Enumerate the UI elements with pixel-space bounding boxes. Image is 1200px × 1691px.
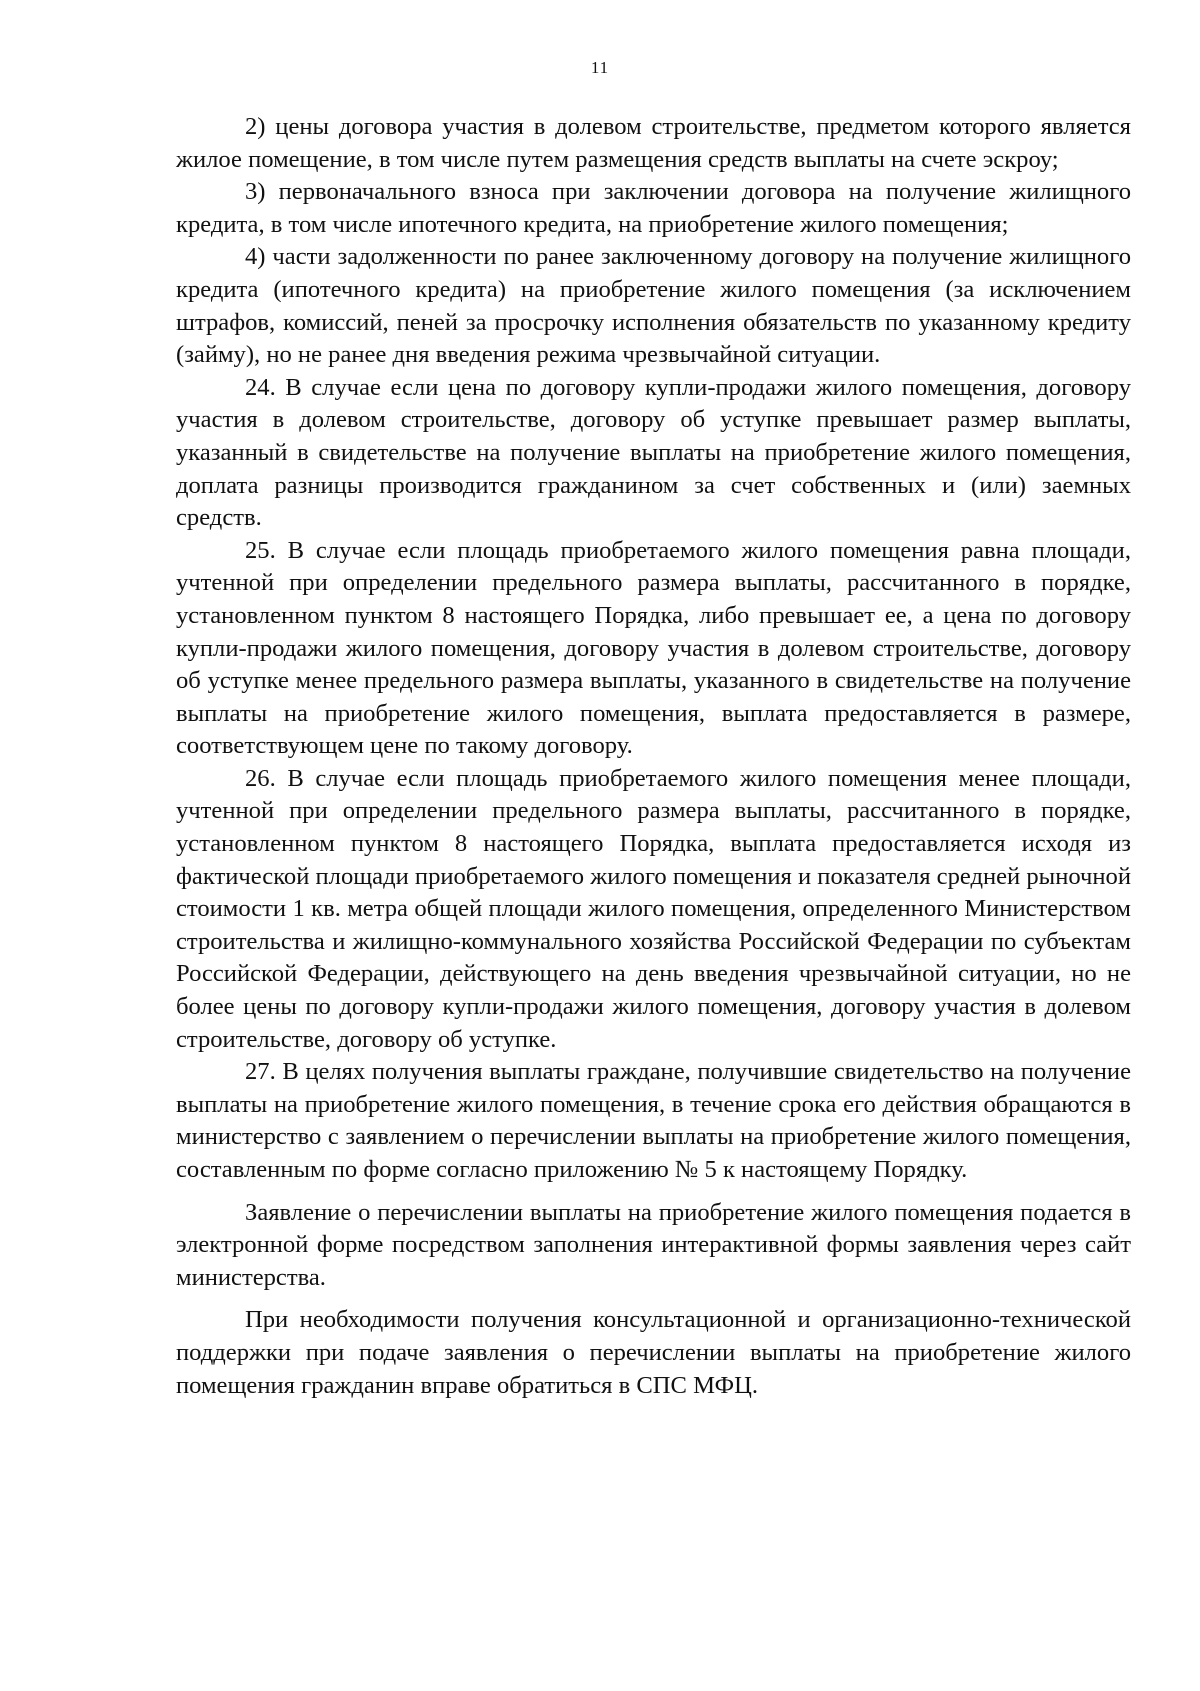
paragraph-27: 27. В целях получения выплаты граждане, получившие свидетельство на получение выплаты на приобретение жилого помещения, в течение срока его действия обращаются в министерство с заявлением о перечислении выплаты на приобретение жилого помещения, составленным по форме согласно приложению № 5 к настоящему Порядку.: [176, 1058, 1131, 1183]
paragraph-26: 26. В случае если площадь приобретаемого жилого помещения менее площади, учтенной при определении предельного размера выплаты, рассчитанного в порядке, установленном пунктом 8 настоящего Порядка, выплата предоставляется исходя из фактической площади приобретаемого жилого помещения и показателя средней рыночной стоимости 1 кв. метра общей площади жилого помещения, определенного Министерством строительства и жилищно-коммунального хозяйства Российской Федерации по субъектам Российской Федерации, действующего на день введения чрезвычайной ситуации, но не более цены по договору купли-продажи жилого помещения, договору участия в долевом строительстве, договору об уступке.: [176, 764, 1131, 1053]
page-number: 11: [590, 58, 610, 77]
paragraph-item-4: 4) части задолженности по ранее заключенному договору на получение жилищного кредита (ипотечного кредита) на приобретение жилого помещения (за исключением штрафов, комиссий, пеней за просрочку исполнения обязательств по указанному кредиту (займу), но не ранее дня введения режима чрезвычайной ситуации.: [176, 243, 1131, 369]
paragraph-24: 24. В случае если цена по договору купли-продажи жилого помещения, договору участия в долевом строительстве, договору об уступке превышает размер выплаты, указанный в свидетельстве на получение выплаты на приобретение жилого помещения, доплата разницы производится гражданином за счет собственных и (или) заемных средств.: [176, 373, 1131, 532]
paragraph-support: При необходимости получения консультационной и организационно-технической поддержки при подаче заявления о перечислении выплаты на приобретение жилого помещения гражданин вправе обратиться в СПС МФЦ.: [176, 1306, 1131, 1399]
document-body: [176, 111, 1131, 1402]
paragraph-item-3: 3) первоначального взноса при заключении договора на получение жилищного кредита, в том числе ипотечного кредита, на приобретение жилого помещения;: [176, 178, 1131, 238]
paragraph-item-2: 2) цены договора участия в долевом строительстве, предметом которого является жилое помещение, в том числе путем размещения средств выплаты на счете эскроу;: [176, 113, 1131, 173]
paragraph-25: 25. В случае если площадь приобретаемого жилого помещения равна площади, учтенной при определении предельного размера выплаты, рассчитанного в порядке, установленном пунктом 8 настоящего Порядка, либо превышает ее, а цена по договору купли-продажи жилого помещения, договору участия в долевом строительстве, договору об уступке менее предельного размера выплаты, указанного в свидетельстве на получение выплаты на приобретение жилого помещения, выплата предоставляется в размере, соответствующем цене по такому договору.: [176, 536, 1131, 760]
paragraph-application-submission: Заявление о перечислении выплаты на приобретение жилого помещения подается в электронной форме посредством заполнения интерактивной формы заявления через сайт министерства.: [176, 1198, 1131, 1291]
